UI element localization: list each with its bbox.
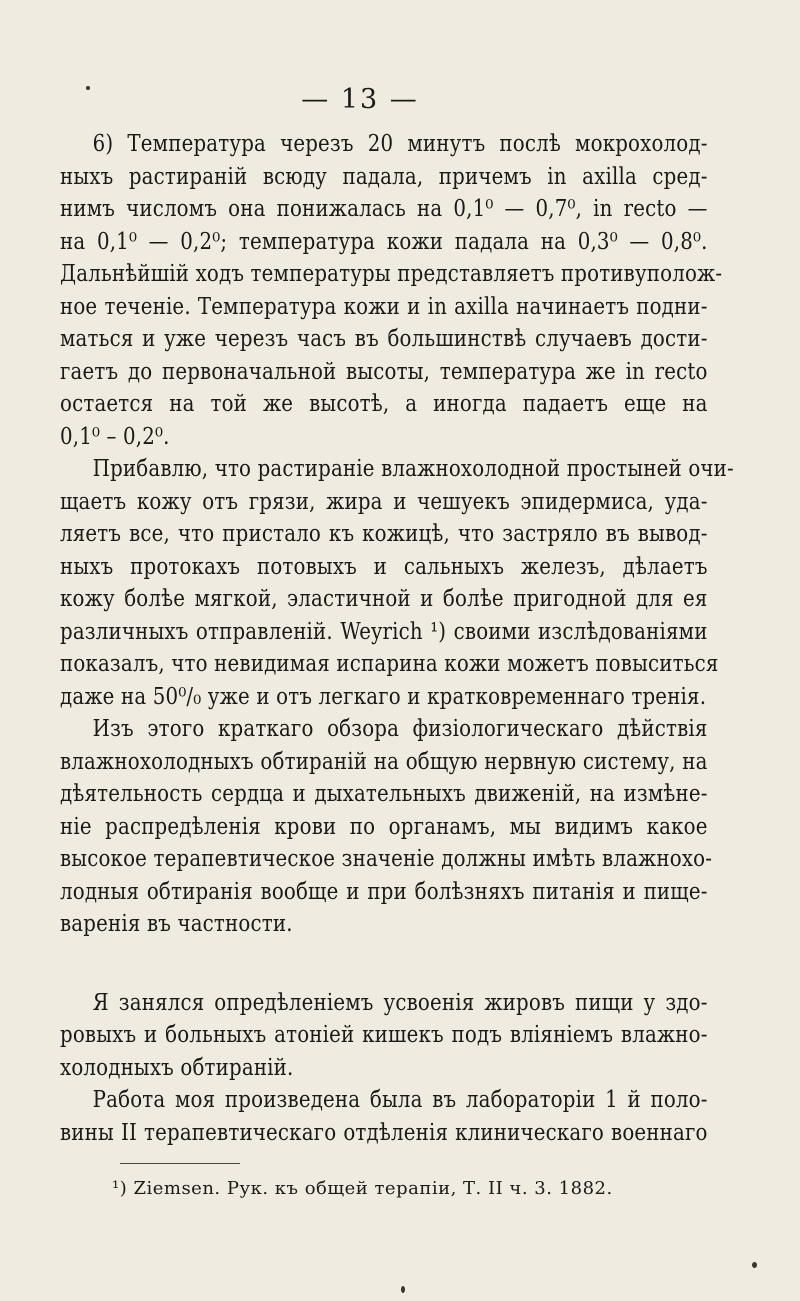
text-line: влажнохолодныхъ обтираній на общую нервную систему, на [60,748,708,775]
paragraph-2 [60,453,734,713]
text-line: лодныя обтиранія вообще и при болѣзняхъ питанія и пище- [60,878,708,905]
body-text [60,128,734,1149]
paragraph-3 [60,713,713,941]
page-number: — 13 — [301,84,419,115]
text-line: Изъ этого краткаго обзора физіологическаго дѣйствія [92,716,708,742]
text-line: Дальнѣйшій ходъ температуры представляетъ противуполож- [60,261,723,287]
text-line: различныхъ отправленій. Weyrich ¹) своими изслѣдованіями [60,618,708,645]
text-line: кожу болѣе мягкой, эластичной и болѣе пригодной для ея [60,586,708,612]
section-gap [60,941,708,987]
text-line: Прибавлю, что растираніе влажнохолодной простыней очи- [92,456,734,482]
text-line: на 0,1⁰ — 0,2⁰; температура кожи падала на 0,3⁰ — 0,8⁰. [60,228,708,255]
text-line: ніе распредѣленія крови по органамъ, мы видимъ какое [60,813,708,840]
text-line: даже на 50⁰/₀ уже и отъ легкаго и кратковременнаго тренія. [60,683,707,710]
print-speck [86,86,90,90]
text-line: 6) Температура черезъ 20 минутъ послѣ мокрохолод- [92,131,708,157]
text-line: щаетъ кожу отъ грязи, жира и чешуекъ эпидермиса, уда- [60,488,708,515]
text-line: холодныхъ обтираній. [60,1054,294,1081]
text-line: варенія въ частности. [60,911,293,937]
paragraph-1 [60,128,723,453]
paragraph-4 [60,987,708,1085]
text-line: гаетъ до первоначальной высоты, температура же in recto [60,358,708,385]
print-speck [401,1286,405,1293]
text-line: Работа моя произведена была въ лабораторіи 1 й поло- [92,1087,708,1113]
text-line: ныхъ протокахъ потовыхъ и сальныхъ железъ, дѣлаетъ [60,553,708,580]
footnote: ¹) Ziemsen. Рук. къ общей терапіи, Т. II ч. 3. 1882. [112,1178,613,1199]
text-line: ное теченіе. Температура кожи и in axilla начинаетъ подни- [60,293,708,320]
text-line: нимъ числомъ она понижалась на 0,1⁰ — 0,7⁰, in recto — [60,196,708,222]
text-line: вины II терапевтическаго отдѣленія клиническаго военнаго [60,1119,708,1146]
text-line: ляетъ все, что пристало къ кожицѣ, что застряло въ вывод- [60,521,708,547]
text-line: высокое терапевтическое значеніе должны имѣть влажнохо- [60,846,713,872]
text-line: 0,1⁰ – 0,2⁰. [60,423,170,450]
text-line: остается на той же высотѣ, а иногда падаетъ еще на [60,391,708,417]
text-line: показалъ, что невидимая испарина кожи можетъ повыситься [60,651,719,677]
paragraph-5 [60,1084,708,1149]
text-line: ровыхъ и больныхъ атоніей кишекъ подъ вліяніемъ влажно- [60,1022,708,1048]
text-line: Я занялся опредѣленіемъ усвоенія жировъ пищи у здо- [92,989,708,1016]
text-line: маться и уже черезъ часъ въ большинствѣ случаевъ дости- [60,326,708,352]
print-speck [752,1262,757,1268]
footnote-divider [120,1163,240,1164]
text-line: дѣятельность сердца и дыхательныхъ движеній, на измѣне- [60,781,708,807]
text-line: ныхъ растираній всюду падала, причемъ in axilla сред- [60,163,708,190]
